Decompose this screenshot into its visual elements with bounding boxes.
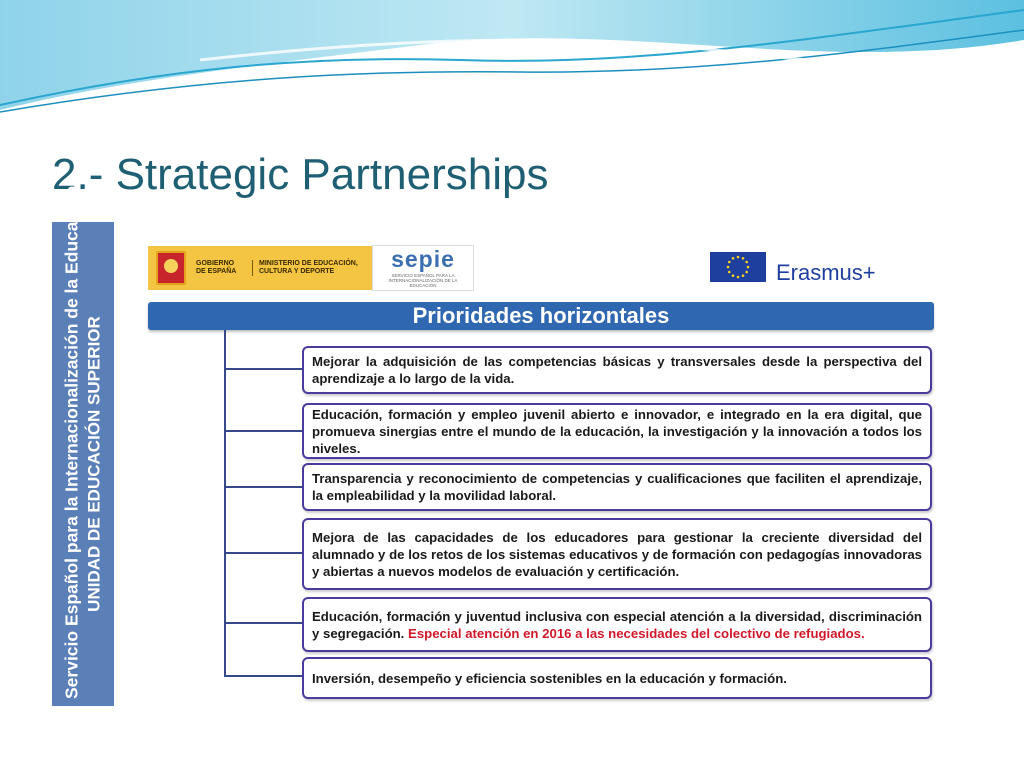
sepie-subtitle: SERVICIO ESPAÑOL PARA LA INTERNACIONALIZACIÓN DE LA EDUCACIÓN — [388, 273, 458, 288]
slide-title: 2.- Strategic Partnerships — [52, 150, 549, 199]
spain-coat-of-arms-icon — [156, 251, 186, 285]
priority-text: Mejorar la adquisición de las competencias básicas y transversales desde la perspectiva del aprendizaje a lo largo de la vida. — [312, 354, 922, 386]
sepie-logo — [372, 245, 474, 291]
priority-box — [302, 597, 932, 652]
side-panel-text — [61, 185, 104, 699]
side-panel-line1: Servicio Español para la Internacionalización de la Educación — [61, 185, 82, 699]
priority-text: Educación, formación y empleo juvenil abierto e innovador, e integrado en la era digital, que promueva sinergias entre el mundo de la educación, la investigación y la innovación a todos los niveles. — [312, 406, 922, 456]
government-logo-strip — [148, 246, 474, 290]
priority-text: Transparencia y reconocimiento de competencias y cualificaciones que faciliten el aprendizaje, la empleabilidad y la movilidad laboral. — [312, 471, 922, 503]
priority-box — [302, 657, 932, 699]
priority-box — [302, 518, 932, 590]
priority-box — [302, 463, 932, 511]
side-panel — [52, 185, 114, 706]
embedded-diagram — [114, 222, 970, 706]
side-panel-line2: UNIDAD DE EDUCACIÓN SUPERIOR — [84, 316, 104, 612]
tree-connector-branch — [224, 552, 302, 554]
gobierno-label: GOBIERNO DE ESPAÑA — [196, 259, 237, 275]
tree-connector-branch — [224, 368, 302, 370]
eu-flag-icon — [710, 252, 766, 282]
priority-text: Educación, formación y juventud inclusiva con especial atención a la diversidad, discriminación y segregación. — [312, 608, 922, 641]
priority-text: Inversión, desempeño y eficiencia sostenibles en la educación y formación. — [312, 670, 787, 686]
priority-text: Mejora de las capacidades de los educadores para gestionar la creciente diversidad del alumnado y de los retos de los sistemas educativos y de formación con pedagogías innovadoras y abiertas a nuevos modelos de evaluación y certificación. — [312, 529, 922, 579]
priority-box — [302, 403, 932, 459]
priority-box — [302, 346, 932, 394]
tree-connector-branch — [224, 622, 302, 624]
diagram-header: Prioridades horizontales — [148, 302, 934, 330]
erasmus-logo: Erasmus+ — [776, 260, 876, 285]
ministerio-label: MINISTERIO DE EDUCACIÓN, CULTURA Y DEPORTE — [252, 260, 369, 276]
top-wave-decoration — [0, 0, 1024, 120]
tree-connector-branch — [224, 430, 302, 432]
sepie-wordmark: sepie — [391, 246, 455, 272]
tree-connector-branch — [224, 675, 302, 677]
tree-connector-branch — [224, 486, 302, 488]
priority-highlight: Especial atención en 2016 a las necesidades del colectivo de refugiados. — [408, 625, 865, 641]
